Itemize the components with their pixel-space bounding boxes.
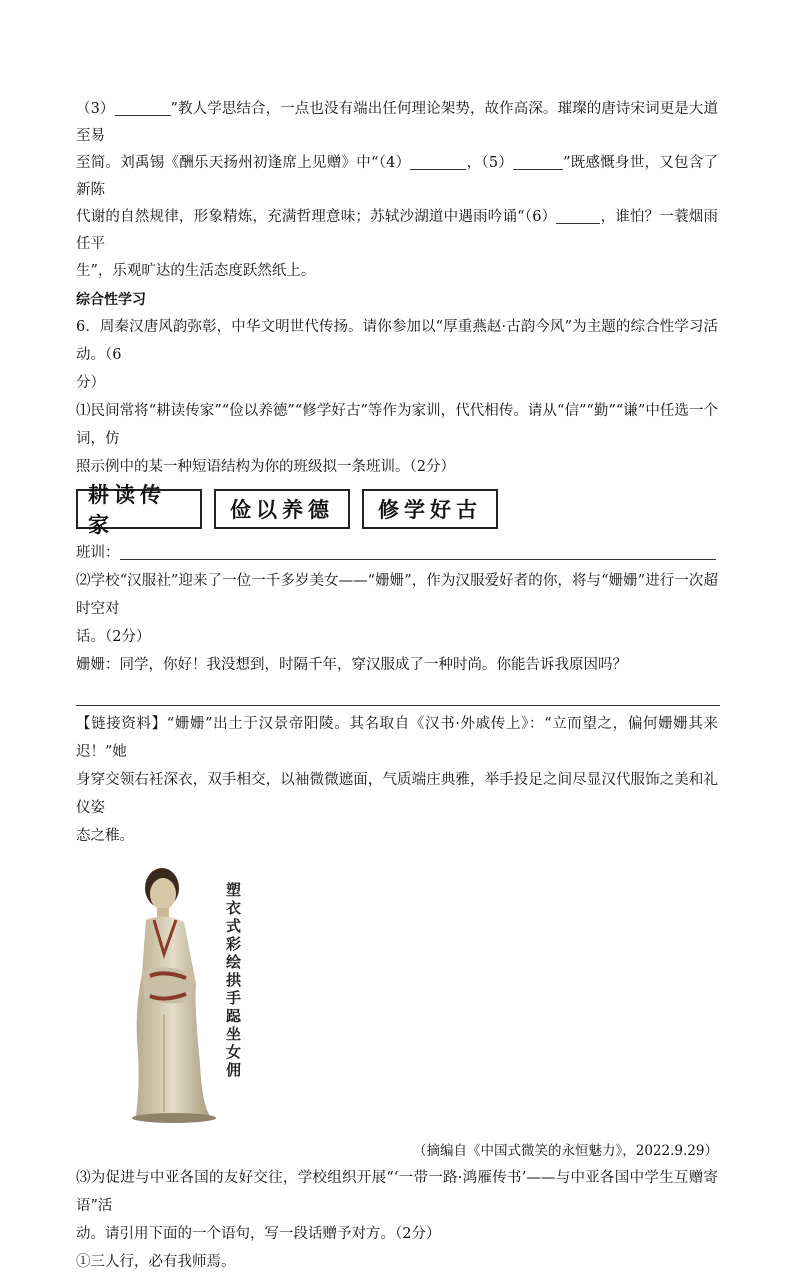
- motto-line: [76, 539, 718, 567]
- q6-intro: 6．周秦汉唐风韵弥彰，中华文明世代传扬。请你参加以“厚重燕赵·古韵今风”为主题的综合性学习活动。（6: [76, 319, 718, 363]
- poem-line-3: [76, 204, 718, 258]
- figure-caption: 塑衣式彩绘拱手跽坐女佣: [224, 882, 242, 1080]
- q6-sub1: ⑴民间常将“耕读传家”“俭以养德”“修学好古”等作为家训，代代相传。请从“信”“勤”“谦”中任选一个词，仿: [76, 403, 718, 447]
- poem-line-2: [76, 150, 718, 204]
- motto-box-2: 俭以养德: [214, 489, 350, 529]
- section-title: 综合性学习: [76, 292, 146, 308]
- shanshan-question: 姗姗：同学，你好！我没想到，时隔千年，穿汉服成了一种时尚。你能告诉我原因吗？: [76, 657, 627, 673]
- poem-text: 代谢的自然规律，形象精炼，充满哲理意味；苏轼沙湖道中遇雨吟诵“（6）: [76, 209, 557, 225]
- page-content: [76, 96, 718, 1276]
- poem-line-4: 生”，乐观旷达的生活态度跃然纸上。: [76, 263, 316, 279]
- q6-sub2-cont: 话。（2分）: [76, 629, 151, 645]
- statue-figure: [76, 864, 718, 1126]
- link-material: 【链接资料】“姗姗”出土于汉景帝阳陵。其名取自《汉书·外戚传上》：“立而望之，偏何姗姗其来迟！”她: [76, 716, 718, 760]
- poem-text: ，（5）: [466, 155, 514, 171]
- motto-box-3: 修学好古: [362, 489, 498, 529]
- figurine-image: [124, 864, 234, 1126]
- poem-text: ”既感慨身世，又包含了新陈: [76, 155, 718, 198]
- q3-label: （3）: [76, 101, 115, 117]
- motto-label: 班训：: [76, 545, 120, 561]
- q6-sub2: ⑵学校“汉服社”迎来了一位一千多岁美女——“姗姗”，作为汉服爱好者的你，将与“姗姗”进行一次超时空对: [76, 573, 718, 617]
- link-material-cont: 身穿交领右衽深衣，双手相交，以袖微微遮面，气质端庄典雅，举手投足之间尽显汉代服饰之美和礼仪姿: [76, 772, 718, 816]
- quote-1: ①三人行，必有我师焉。: [76, 1254, 236, 1270]
- poem-text: ，谁怕？一蓑烟雨任平: [76, 209, 718, 252]
- q6-sub3-cont: 动。请引用下面的一个语句，写一段话赠予对方。（2分）: [76, 1226, 441, 1242]
- source-citation: （摘编自《中国式微笑的永恒魅力》，2022.9.29）: [413, 1143, 718, 1159]
- motto-examples: [76, 482, 718, 537]
- motto-answer-line[interactable]: [120, 543, 716, 560]
- answer-blank-4[interactable]: [410, 153, 466, 170]
- poem-line-1: [76, 96, 718, 150]
- link-material-end: 态之稚。: [76, 828, 134, 844]
- answer-blank-3[interactable]: [115, 99, 171, 116]
- answer-line[interactable]: [76, 705, 720, 706]
- poem-text: ”教人学思结合，一点也没有端出任何理论架势，故作高深。璀璨的唐诗宋词更是大道至易: [76, 101, 718, 144]
- answer-blank-5[interactable]: [513, 153, 563, 170]
- q6-sub1-cont: 照示例中的某一种短语结构为你的班级拟一条班训。（2分）: [76, 459, 455, 475]
- motto-box-1: 耕读传家: [76, 489, 202, 529]
- poem-text: 至简。刘禹锡《酬乐天扬州初逢席上见赠》中“（4）: [76, 155, 411, 171]
- q6-intro-cont: 分）: [76, 375, 105, 391]
- q6-sub3: ⑶为促进与中亚各国的友好交往，学校组织开展“‘一带一路·鸿雁传书’——与中亚各国中学生互赠寄语”活: [76, 1170, 718, 1214]
- answer-blank-6[interactable]: [556, 207, 600, 224]
